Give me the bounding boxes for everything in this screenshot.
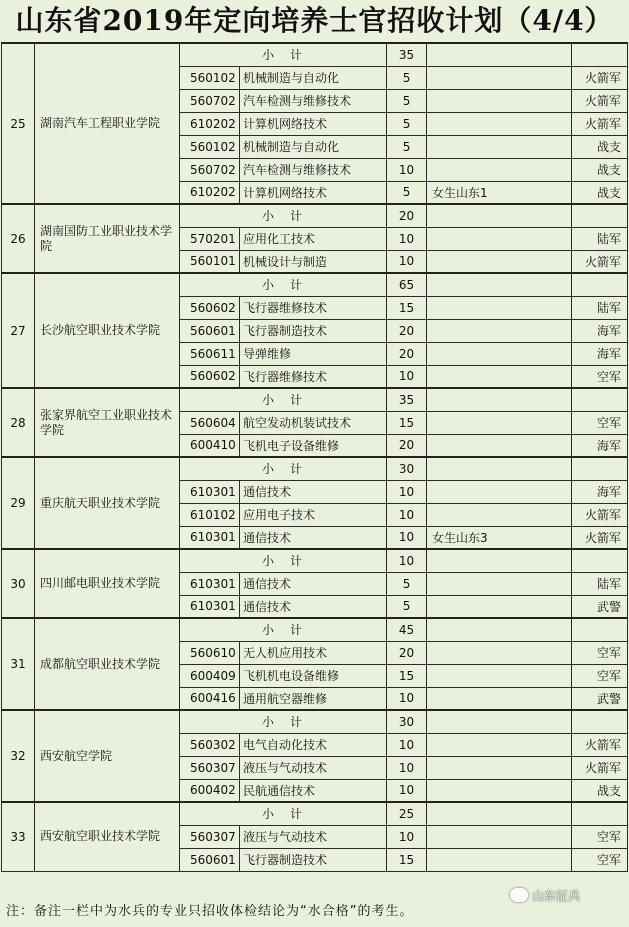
remark <box>427 687 572 710</box>
remark <box>427 641 572 664</box>
subtotal-row <box>2 43 628 66</box>
service-branch: 陆军 <box>572 227 628 250</box>
major-code: 610202 <box>180 181 240 204</box>
major-quantity: 5 <box>387 112 427 135</box>
service-branch: 火箭军 <box>572 112 628 135</box>
major-code: 610202 <box>180 112 240 135</box>
watermark-label: 山东征兵 <box>532 888 581 903</box>
major-code: 560602 <box>180 365 240 388</box>
service-branch: 火箭军 <box>572 89 628 112</box>
major-code: 610102 <box>180 503 240 526</box>
major-code: 560610 <box>180 641 240 664</box>
major-code: 560601 <box>180 848 240 871</box>
school-index: 32 <box>2 710 35 802</box>
subtotal-label: 小 计 <box>180 273 387 296</box>
remark <box>427 204 572 227</box>
major-name: 液压与气动技术 <box>240 756 387 779</box>
service-branch: 火箭军 <box>572 250 628 273</box>
major-name: 航空发动机装试技术 <box>240 411 387 434</box>
major-name: 液压与气动技术 <box>240 825 387 848</box>
school-name: 湖南汽车工程职业学院 <box>35 43 180 204</box>
subtotal-quantity: 20 <box>387 204 427 227</box>
remark <box>427 802 572 825</box>
major-name: 应用电子技术 <box>240 503 387 526</box>
major-code: 610301 <box>180 480 240 503</box>
subtotal-quantity: 35 <box>387 43 427 66</box>
subtotal-label: 小 计 <box>180 204 387 227</box>
remark <box>427 365 572 388</box>
subtotal-row <box>2 388 628 411</box>
remark <box>427 411 572 434</box>
major-quantity: 10 <box>387 158 427 181</box>
school-name: 成都航空职业技术学院 <box>35 618 180 710</box>
major-code: 600410 <box>180 434 240 457</box>
remark <box>427 710 572 733</box>
service-branch: 海军 <box>572 319 628 342</box>
major-code: 570201 <box>180 227 240 250</box>
school-index: 31 <box>2 618 35 710</box>
watermark <box>510 884 622 906</box>
major-quantity: 20 <box>387 342 427 365</box>
school-name: 西安航空学院 <box>35 710 180 802</box>
major-name: 通信技术 <box>240 526 387 549</box>
major-quantity: 10 <box>387 250 427 273</box>
subtotal-label: 小 计 <box>180 549 387 572</box>
school-index: 33 <box>2 802 35 871</box>
remark <box>427 572 572 595</box>
major-code: 610301 <box>180 572 240 595</box>
remark <box>427 296 572 319</box>
major-quantity: 5 <box>387 135 427 158</box>
service-branch: 战支 <box>572 158 628 181</box>
service-branch: 空军 <box>572 848 628 871</box>
major-name: 飞行器维修技术 <box>240 296 387 319</box>
subtotal-label: 小 计 <box>180 802 387 825</box>
service-branch: 海军 <box>572 342 628 365</box>
subtotal-quantity: 45 <box>387 618 427 641</box>
branch <box>572 618 628 641</box>
school-group <box>2 204 628 273</box>
remark <box>427 89 572 112</box>
major-name: 计算机网络技术 <box>240 112 387 135</box>
school-index: 28 <box>2 388 35 457</box>
subtotal-row <box>2 549 628 572</box>
subtotal-row <box>2 273 628 296</box>
school-index: 26 <box>2 204 35 273</box>
subtotal-quantity: 35 <box>387 388 427 411</box>
school-group <box>2 388 628 457</box>
major-code: 600416 <box>180 687 240 710</box>
school-group <box>2 43 628 204</box>
service-branch: 战支 <box>572 135 628 158</box>
major-quantity: 20 <box>387 434 427 457</box>
major-name: 汽车检测与维修技术 <box>240 158 387 181</box>
subtotal-quantity: 30 <box>387 457 427 480</box>
major-code: 560601 <box>180 319 240 342</box>
major-code: 560702 <box>180 89 240 112</box>
major-quantity: 10 <box>387 480 427 503</box>
major-name: 通信技术 <box>240 480 387 503</box>
major-name: 飞机机电设备维修 <box>240 664 387 687</box>
major-quantity: 15 <box>387 296 427 319</box>
major-quantity: 15 <box>387 411 427 434</box>
service-branch: 火箭军 <box>572 756 628 779</box>
major-name: 民航通信技术 <box>240 779 387 802</box>
major-quantity: 10 <box>387 779 427 802</box>
major-quantity: 10 <box>387 756 427 779</box>
major-name: 机械制造与自动化 <box>240 135 387 158</box>
major-code: 560307 <box>180 756 240 779</box>
major-quantity: 10 <box>387 227 427 250</box>
major-quantity: 5 <box>387 181 427 204</box>
school-name: 长沙航空职业技术学院 <box>35 273 180 388</box>
major-name: 通用航空器维修 <box>240 687 387 710</box>
subtotal-row <box>2 204 628 227</box>
remark <box>427 158 572 181</box>
subtotal-quantity: 65 <box>387 273 427 296</box>
major-name: 应用化工技术 <box>240 227 387 250</box>
major-code: 560101 <box>180 250 240 273</box>
subtotal-quantity: 30 <box>387 710 427 733</box>
major-code: 560602 <box>180 296 240 319</box>
subtotal-label: 小 计 <box>180 618 387 641</box>
major-quantity: 5 <box>387 572 427 595</box>
major-name: 无人机应用技术 <box>240 641 387 664</box>
major-code: 600402 <box>180 779 240 802</box>
remark <box>427 66 572 89</box>
branch <box>572 388 628 411</box>
school-name: 张家界航空工业职业技术学院 <box>35 388 180 457</box>
subtotal-row <box>2 802 628 825</box>
major-name: 通信技术 <box>240 572 387 595</box>
service-branch: 战支 <box>572 181 628 204</box>
branch <box>572 802 628 825</box>
major-name: 汽车检测与维修技术 <box>240 89 387 112</box>
major-name: 电气自动化技术 <box>240 733 387 756</box>
remark <box>427 618 572 641</box>
subtotal-label: 小 计 <box>180 710 387 733</box>
major-name: 飞机电子设备维修 <box>240 434 387 457</box>
major-code: 560302 <box>180 733 240 756</box>
remark: 女生山东3 <box>427 526 572 549</box>
major-code: 560102 <box>180 135 240 158</box>
school-group <box>2 273 628 388</box>
major-name: 机械制造与自动化 <box>240 66 387 89</box>
remark <box>427 319 572 342</box>
major-quantity: 15 <box>387 848 427 871</box>
school-group <box>2 457 628 549</box>
school-group <box>2 710 628 802</box>
subtotal-label: 小 计 <box>180 388 387 411</box>
major-name: 通信技术 <box>240 595 387 618</box>
major-quantity: 10 <box>387 503 427 526</box>
remark <box>427 388 572 411</box>
service-branch: 火箭军 <box>572 66 628 89</box>
service-branch: 陆军 <box>572 296 628 319</box>
school-index: 29 <box>2 457 35 549</box>
major-code: 560604 <box>180 411 240 434</box>
subtotal-row <box>2 710 628 733</box>
school-group <box>2 802 628 871</box>
subtotal-quantity: 25 <box>387 802 427 825</box>
remark <box>427 756 572 779</box>
remark <box>427 779 572 802</box>
remark <box>427 273 572 296</box>
service-branch: 空军 <box>572 825 628 848</box>
page-title: 山东省2019年定向培养士官招收计划（4/4） <box>15 4 614 37</box>
remark <box>427 342 572 365</box>
major-quantity: 5 <box>387 89 427 112</box>
major-code: 560702 <box>180 158 240 181</box>
major-name: 机械设计与制造 <box>240 250 387 273</box>
major-code: 560611 <box>180 342 240 365</box>
major-quantity: 5 <box>387 66 427 89</box>
branch <box>572 204 628 227</box>
service-branch: 火箭军 <box>572 733 628 756</box>
major-name: 导弹维修 <box>240 342 387 365</box>
service-branch: 空军 <box>572 411 628 434</box>
service-branch: 海军 <box>572 434 628 457</box>
branch <box>572 43 628 66</box>
recruitment-plan-table <box>1 42 628 872</box>
major-name: 计算机网络技术 <box>240 181 387 204</box>
remark <box>427 112 572 135</box>
subtotal-quantity: 10 <box>387 549 427 572</box>
subtotal-label: 小 计 <box>180 457 387 480</box>
school-name: 四川邮电职业技术学院 <box>35 549 180 618</box>
remark <box>427 549 572 572</box>
major-name: 飞行器制造技术 <box>240 319 387 342</box>
service-branch: 武警 <box>572 687 628 710</box>
major-code: 610301 <box>180 595 240 618</box>
branch <box>572 549 628 572</box>
major-code: 560307 <box>180 825 240 848</box>
major-code: 610301 <box>180 526 240 549</box>
remark <box>427 595 572 618</box>
remark: 女生山东1 <box>427 181 572 204</box>
major-quantity: 15 <box>387 664 427 687</box>
school-index: 25 <box>2 43 35 204</box>
service-branch: 空军 <box>572 664 628 687</box>
remark <box>427 848 572 871</box>
branch <box>572 273 628 296</box>
major-quantity: 5 <box>387 595 427 618</box>
subtotal-row <box>2 457 628 480</box>
remark <box>427 135 572 158</box>
service-branch: 火箭军 <box>572 526 628 549</box>
wechat-icon <box>510 888 528 902</box>
remark <box>427 250 572 273</box>
school-name: 西安航空职业技术学院 <box>35 802 180 871</box>
major-quantity: 10 <box>387 687 427 710</box>
service-branch: 战支 <box>572 779 628 802</box>
remark <box>427 480 572 503</box>
subtotal-row <box>2 618 628 641</box>
major-quantity: 10 <box>387 526 427 549</box>
branch <box>572 710 628 733</box>
service-branch: 海军 <box>572 480 628 503</box>
major-quantity: 10 <box>387 825 427 848</box>
remark <box>427 434 572 457</box>
remark <box>427 503 572 526</box>
service-branch: 空军 <box>572 641 628 664</box>
remark <box>427 457 572 480</box>
remark <box>427 43 572 66</box>
remark <box>427 825 572 848</box>
major-code: 560102 <box>180 66 240 89</box>
remark <box>427 227 572 250</box>
service-branch: 武警 <box>572 595 628 618</box>
major-name: 飞行器维修技术 <box>240 365 387 388</box>
major-quantity: 20 <box>387 319 427 342</box>
major-quantity: 20 <box>387 641 427 664</box>
subtotal-label: 小 计 <box>180 43 387 66</box>
major-quantity: 10 <box>387 733 427 756</box>
major-quantity: 10 <box>387 365 427 388</box>
footnote: 注：备注一栏中为水兵的专业只招收体检结论为“水合格”的考生。 <box>6 904 414 919</box>
service-branch: 陆军 <box>572 572 628 595</box>
school-index: 30 <box>2 549 35 618</box>
major-code: 600409 <box>180 664 240 687</box>
service-branch: 火箭军 <box>572 503 628 526</box>
school-name: 重庆航天职业技术学院 <box>35 457 180 549</box>
school-name: 湖南国防工业职业技术学院 <box>35 204 180 273</box>
branch <box>572 457 628 480</box>
school-index: 27 <box>2 273 35 388</box>
school-group <box>2 618 628 710</box>
service-branch: 空军 <box>572 365 628 388</box>
remark <box>427 664 572 687</box>
remark <box>427 733 572 756</box>
major-name: 飞行器制造技术 <box>240 848 387 871</box>
school-group <box>2 549 628 618</box>
